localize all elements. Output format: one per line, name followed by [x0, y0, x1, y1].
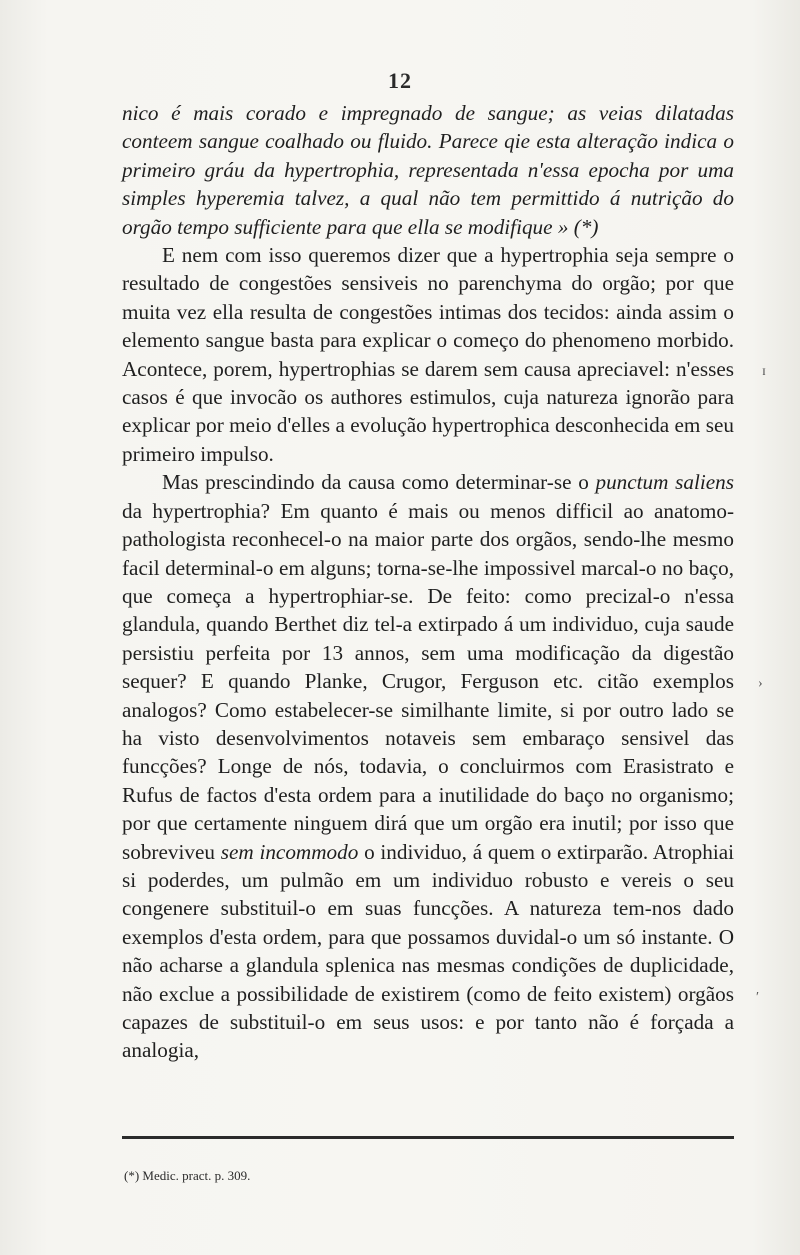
paragraph-1: [122, 241, 734, 468]
margin-mark-3: ′: [756, 990, 760, 1005]
body-text: [122, 99, 734, 1065]
paragraph-2: [122, 468, 734, 1065]
paragraph-2-text-c: o individuo, á quem o extirparão. Atrophiai si poderdes, um pulmão em um individuo robusto e vereis o seu congenere substituil-o em suas funcções. A natureza tem-nos dado exemplos d'esta ordem, para que possamos duvidal-o um só instante. O não acharse a glandula splenica nas mesmas condições de duplicidade, não exclue a possibilidade de existirem (como de feito existem) orgãos capazes de substituil-o em seus usos: e por tanto não é forçada a analogia,: [122, 839, 735, 1063]
paragraph-2-text-a: Mas prescindindo da causa como determinar-se o: [162, 470, 596, 495]
paragraph-2-italic-incommodo: sem incommodo: [220, 839, 359, 864]
margin-mark-2: ›: [758, 676, 763, 691]
paragraph-2-text-b: da hypertrophia? Em quanto é mais ou menos difficil ao anatomo-pathologista reconhecel-o na maior parte dos orgãos, sendo-lhe mesmo facil determinal-o em alguns; torna-se-lhe impossivel marcal-o no baço, que começa a hypertrophiar-se. De feito: como precizal-o n'essa glandula, quando Berthet diz tel-a extirpado á um individuo, cuja saude persistiu perfeita por 13 annos, sem uma modificação da digestão sequer? E quando Planke, Crugor, Ferguson etc. citão exemplos analogos? Como estabelecer-se similhante limite, si por outro lado se ha visto desenvolvimentos notaveis sem embaraço sensivel das funcções? Longe de nós, todavia, o concluirmos com Erasistrato e Rufus de factos d'esta ordem para a inutilidade do baço no organismo; por que certamente ninguem dirá que um orgão era inutil; por isso que sobreviveu: [122, 498, 734, 864]
margin-mark-1: ɪ: [762, 364, 766, 379]
footnote-rule: [122, 1136, 734, 1139]
paragraph-2-italic-punctum: punctum saliens: [595, 470, 734, 495]
paragraph-1-text: E nem com isso queremos dizer que a hypertrophia seja sempre o resultado de congestões sensiveis no parenchyma do orgão; por que muita vez ella resulta de congestões intimas dos tecidos: ainda assim o elemento sangue basta para explicar o começo do phenomeno morbido. Acontece, porem, hypertrophias se darem sem causa apreciavel: n'esses casos é que invocão os authores estimulos, cuja natureza ignorão para explicar por meio d'elles a evolução hypertrophica desconhecida em seu primeiro impulso.: [122, 243, 734, 466]
footnote: (*) Medic. pract. p. 309.: [124, 1168, 251, 1183]
quote-text: nico é mais corado e impregnado de sangue; as veias dilatadas conteem sangue coalhado ou fluido. Parece qie esta alteração indica o primeiro gráu da hypertrophia, representada n'essa epocha por uma simples hyperemia talvez, a qual não tem permittido á nutrição do orgão tempo sufficiente para que ella se modifique » (*): [122, 101, 734, 239]
quote-continuation: [122, 99, 734, 241]
page-number: 12: [388, 68, 412, 93]
